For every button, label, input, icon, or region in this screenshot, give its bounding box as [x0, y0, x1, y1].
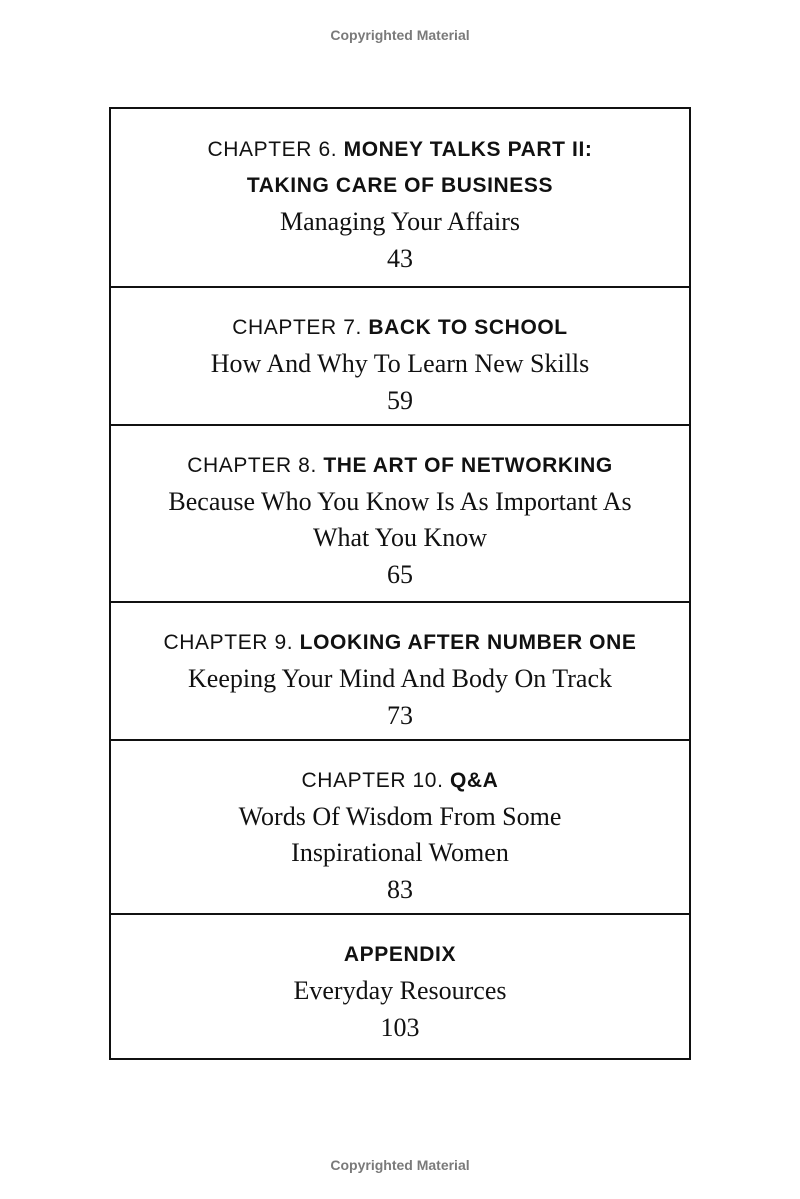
toc-entry-chapter-6[interactable] — [111, 109, 689, 288]
appendix-heading — [111, 937, 689, 973]
chapter-heading — [111, 132, 689, 168]
toc-entry-chapter-7[interactable] — [111, 288, 689, 426]
chapter-heading — [111, 625, 689, 661]
toc-entry-appendix[interactable] — [111, 915, 689, 1058]
page-number: 103 — [380, 1013, 420, 1042]
chapter-subtitle: Words Of Wisdom From Some — [238, 802, 562, 831]
chapter-heading — [111, 310, 689, 346]
toc-entry-chapter-10[interactable] — [111, 741, 689, 915]
chapter-heading — [111, 448, 689, 484]
table-of-contents — [109, 107, 691, 1060]
chapter-label: CHAPTER 9. — [163, 631, 294, 654]
chapter-title: BACK TO SCHOOL — [368, 316, 568, 339]
copyright-watermark-top: Copyrighted Material — [330, 27, 470, 43]
chapter-title: LOOKING AFTER NUMBER ONE — [299, 631, 637, 654]
chapter-label: CHAPTER 8. — [187, 454, 317, 477]
chapter-title: MONEY TALKS PART II: — [343, 138, 593, 161]
toc-entry-chapter-9[interactable] — [111, 603, 689, 741]
page-number: 65 — [387, 560, 413, 589]
chapter-subtitle: Managing Your Affairs — [279, 207, 521, 236]
chapter-heading-line2 — [111, 168, 689, 204]
page-number: 59 — [387, 386, 413, 415]
copyright-watermark-bottom: Copyrighted Material — [330, 1157, 470, 1173]
page-number: 73 — [387, 701, 413, 730]
toc-entry-chapter-8[interactable] — [111, 426, 689, 603]
chapter-title-continued: TAKING CARE OF BUSINESS — [246, 174, 554, 197]
chapter-heading — [111, 763, 689, 799]
chapter-label: CHAPTER 10. — [301, 769, 444, 792]
appendix-title: APPENDIX — [343, 943, 457, 966]
chapter-title: Q&A — [449, 769, 499, 792]
page-number: 83 — [387, 875, 413, 904]
chapter-label: CHAPTER 7. — [232, 316, 362, 339]
chapter-label: CHAPTER 6. — [207, 138, 338, 161]
chapter-subtitle-line2: Inspirational Women — [291, 838, 509, 867]
page-number: 43 — [387, 244, 413, 273]
chapter-title: THE ART OF NETWORKING — [323, 454, 613, 477]
chapter-subtitle: Because Who You Know Is As Important As — [168, 487, 632, 516]
chapter-subtitle: How And Why To Learn New Skills — [210, 349, 590, 378]
appendix-subtitle: Everyday Resources — [293, 976, 507, 1005]
chapter-subtitle: Keeping Your Mind And Body On Track — [188, 664, 612, 693]
chapter-subtitle-line2: What You Know — [312, 523, 488, 552]
